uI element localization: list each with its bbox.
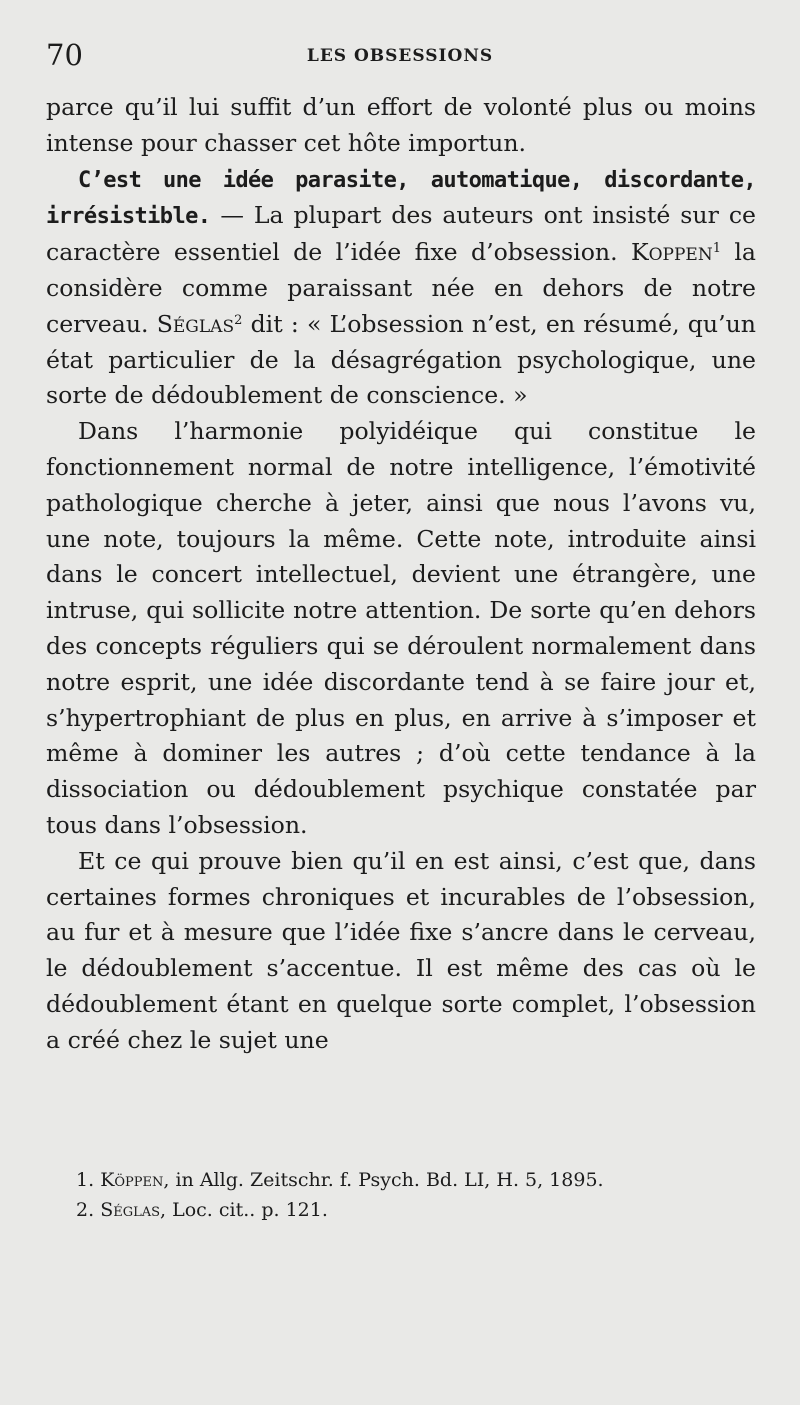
author-koppen: Koppen	[630, 238, 713, 267]
running-title: LES OBSESSIONS	[306, 46, 494, 66]
paragraph-1: parce qu’il lui suffit d’un effort de volonté plus ou moins intense pour chasser cet hôte importun.	[46, 93, 756, 157]
body-text	[46, 90, 756, 1059]
footnote-2	[76, 1195, 766, 1225]
footnote-1	[76, 1165, 766, 1195]
paragraph-2-text-c: dit : « L’obsession n’est, en résumé, qu’un état particulier de la désagrégation psychologique, une sorte de dédoublement de conscience. »	[46, 309, 756, 410]
footnote-ref-2: 2	[234, 312, 243, 328]
paragraph-2-text-a: — La plupart des auteurs ont insisté sur ce caractère essentiel de l’idée fixe d’obsession.	[46, 201, 756, 267]
bold-lead-sentence: C’est une idée parasite, automatique, discordante, irrésistible.	[46, 167, 756, 230]
footnote-text: , in Allg. Zeitschr. f. Psych. Bd. LI, H. 5, 1895.	[163, 1169, 604, 1191]
paragraph-2-text-b: la considère comme paraissant née en dehors de notre cerveau.	[46, 238, 756, 338]
running-header	[46, 38, 754, 78]
footnote-number: 1.	[76, 1169, 95, 1191]
footnotes	[76, 1165, 766, 1225]
page-number: 70	[46, 38, 83, 72]
footnote-text: , Loc. cit.. p. 121.	[160, 1199, 328, 1221]
footnote-number: 2.	[76, 1199, 95, 1221]
footnote-ref-1: 1	[712, 241, 721, 257]
author-seglas: Séglas	[156, 309, 235, 338]
paragraph-2	[46, 162, 756, 415]
footnote-author: Séglas	[100, 1199, 161, 1221]
footnote-author: Köppen	[100, 1169, 164, 1191]
paragraph-4: Et ce qui prouve bien qu’il en est ainsi, c’est que, dans certaines formes chroniques et incurables de l’obsession, au fur et à mesure que l’idée fixe s’ancre dans le cerveau, le dédoublement s’accentue. Il est même des cas où le dédoublement étant en quelque sorte complet, l’obsession a créé chez le sujet une	[46, 846, 756, 1054]
paragraph-3: Dans l’harmonie polyidéique qui constitue le fonctionnement normal de notre intelligence, l’émotivité pathologique cherche à jeter, ainsi que nous l’avons vu, une note, toujours la même. Cette note, introduite ainsi dans le concert intellectuel, devient une étrangère, une intruse, qui sollicite notre attention. De sorte qu’en dehors des concepts réguliers qui se déroulent normalement dans notre esprit, une idée discordante tend à se faire jour et, s’hypertrophiant de plus en plus, en arrive à s’imposer et même à dominer les autres ; d’où cette tendance à la dissociation ou dédoublement psychique constatée par tous dans l’obsession.	[46, 417, 756, 839]
